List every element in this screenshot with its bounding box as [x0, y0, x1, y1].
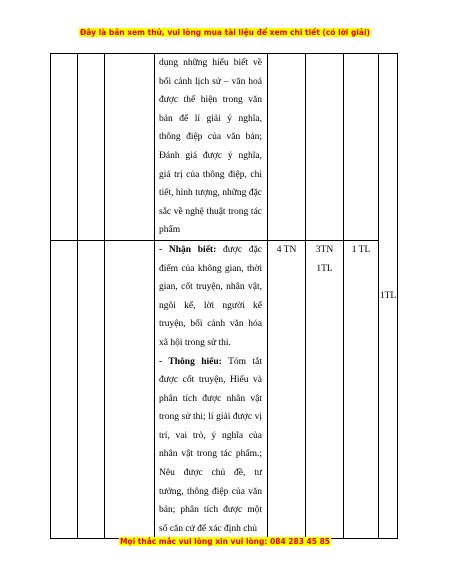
table-cell [51, 240, 78, 539]
specification-table [50, 53, 398, 539]
table-row [51, 240, 398, 539]
nhan-biet-label: - Nhận biết: [159, 244, 217, 255]
header-preview-notice: Đây là bản xem thử, vui lòng mua tài liệu để xem chi tiết (có lời giải) [80, 28, 370, 37]
nhan-biet-count-cell: 4 TN [268, 240, 306, 539]
table-row [51, 54, 398, 241]
thong-hieu-count-cell: 3TN 1TL [306, 240, 344, 539]
van-dung-cao-cell: 1TL [379, 54, 398, 539]
thong-hieu-text: Tóm tắt được cốt truyện, Hiểu và phân tích được nhân vật trong sử thi; lí giải được vị trí, vai trò, ý nghĩa của nhân vật trong tác phẩm.; Nêu được chủ đề, tư tưởng, thông điệp của văn bản; phân tích được một số căn cứ để xác định chủ [159, 356, 262, 534]
requirement-cell [155, 240, 268, 539]
table-cell [78, 240, 105, 539]
table-cell [268, 54, 306, 241]
table-cell [105, 54, 155, 241]
thong-hieu-label: - Thông hiểu: [159, 356, 222, 367]
van-dung-count-cell: 1 TL [344, 240, 379, 539]
table-cell [306, 54, 344, 241]
nhan-biet-text: được đặc điểm của không gian, thời gian, cốt truyện, nhân vật, ngôi kể, lời người kể truyện, bối cảnh văn hóa xã hội trong sử thi. [159, 244, 263, 348]
table-cell [344, 54, 379, 241]
table-cell [78, 54, 105, 241]
table-cell [105, 240, 155, 539]
table-cell [51, 54, 78, 241]
requirement-cell: dụng những hiểu biết về bối cảnh lịch sử – văn hoá được thể hiện trong văn bản để lí giải ý nghĩa, thông điệp của văn bản; Đánh giá được ý nghĩa, giá trị của thông điệp, chi tiết, hình tượng, những đặc sắc về nghệ thuật trong tác phẩm [155, 54, 268, 241]
footer-contact-notice: Mọi thắc mắc vui lòng xin vui lòng: 084 283 45 85 [119, 537, 331, 546]
